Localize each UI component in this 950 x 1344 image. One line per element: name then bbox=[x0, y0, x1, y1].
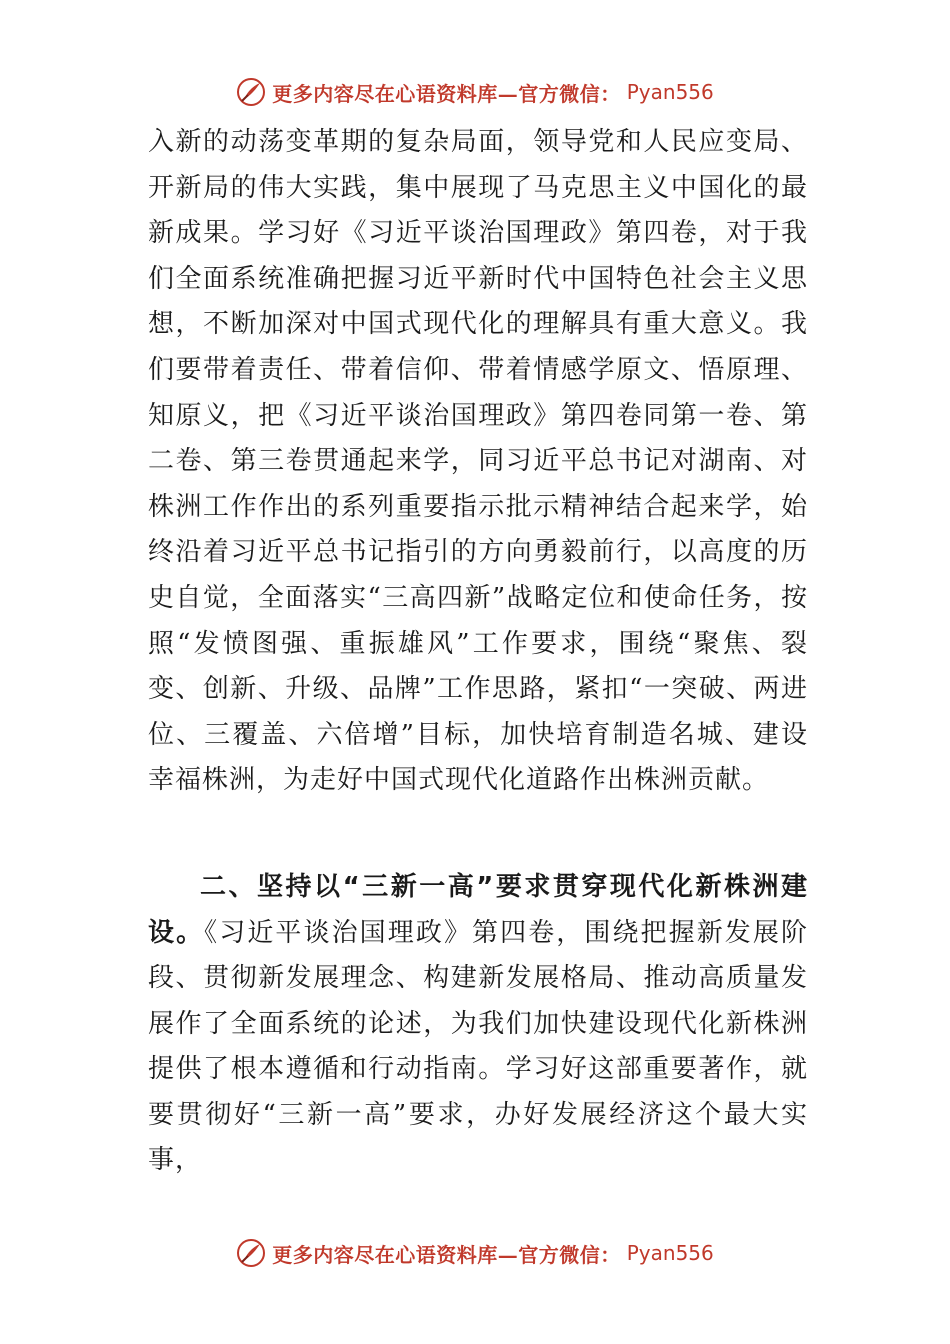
section-heading-2: 二、坚持以“三新一高”要求贯穿现代化新株洲建设。 bbox=[148, 871, 808, 948]
watermark-wechat-id: Pyan556 bbox=[626, 80, 714, 104]
body-paragraph-2 bbox=[148, 865, 808, 1184]
watermark-text: 更多内容尽在心语资料库—官方微信： bbox=[272, 81, 621, 106]
feather-pen-logo-icon bbox=[236, 77, 266, 107]
section-2-text: 《习近平谈治国理政》第四卷，围绕把握新发展阶段、贯彻新发展理念、构建新发展格局、推动高质量发展作了全面系统的论述，为我们加快建设现代化新株洲提供了根本遵循和行动指南。学习好这部重要著作，就要贯彻好“三新一高”要求，办好发展经济这个最大实事， bbox=[148, 917, 808, 1176]
watermark-text: 更多内容尽在心语资料库—官方微信： bbox=[272, 1242, 621, 1267]
document-body bbox=[148, 120, 808, 1184]
feather-pen-logo-icon bbox=[236, 1238, 266, 1268]
header-watermark bbox=[0, 72, 950, 112]
paragraph-gap bbox=[148, 804, 808, 865]
watermark-wechat-id: Pyan556 bbox=[626, 1241, 714, 1265]
body-paragraph-1: 入新的动荡变革期的复杂局面，领导党和人民应变局、开新局的伟大实践，集中展现了马克思主义中国化的最新成果。学习好《习近平谈治国理政》第四卷，对于我们全面系统准确把握习近平新时代中国特色社会主义思想，不断加深对中国式现代化的理解具有重大意义。我们要带着责任、带着信仰、带着情感学原文、悟原理、知原义，把《习近平谈治国理政》第四卷同第一卷、第二卷、第三卷贯通起来学，同习近平总书记对湖南、对株洲工作作出的系列重要指示批示精神结合起来学，始终沿着习近平总书记指引的方向勇毅前行，以高度的历史自觉，全面落实“三高四新”战略定位和使命任务，按照“发愤图强、重振雄风”工作要求，围绕“聚焦、裂变、创新、升级、品牌”工作思路，紧扣“一突破、两进位、三覆盖、六倍增”目标，加快培育制造名城、建设幸福株洲，为走好中国式现代化道路作出株洲贡献。 bbox=[148, 127, 808, 796]
footer-watermark bbox=[0, 1233, 950, 1273]
